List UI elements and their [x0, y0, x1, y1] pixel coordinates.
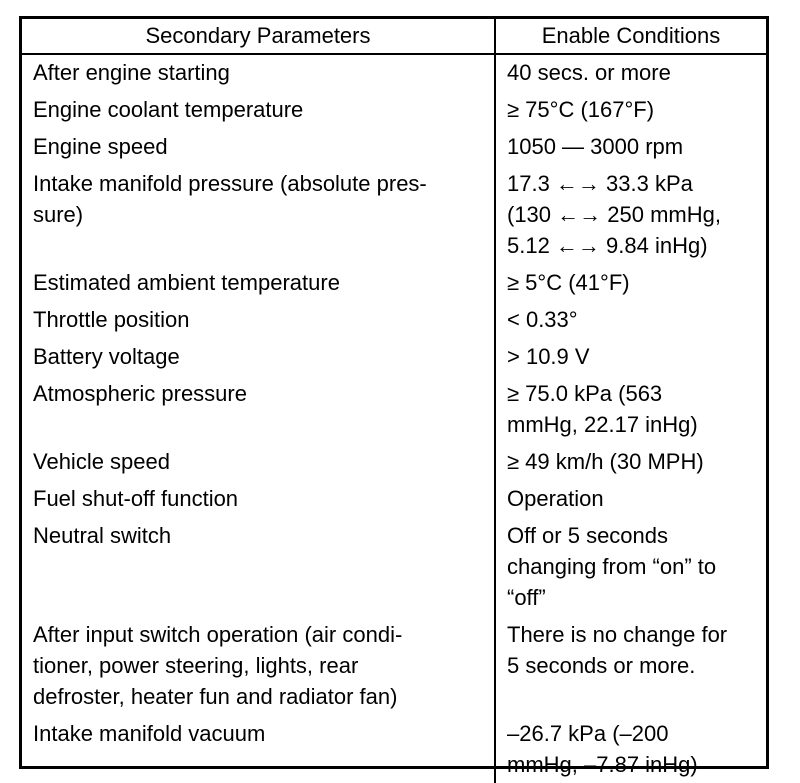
condition-cell: ≥ 5°C (41°F): [507, 270, 630, 295]
table-row: [22, 54, 766, 91]
parameter-cell: Engine coolant temperature: [22, 91, 495, 128]
condition-cell: Off or 5 seconds changing from “on” to “off”: [507, 523, 717, 610]
condition-cell: ≥ 49 km/h (30 MPH): [507, 449, 704, 474]
table-header-row: [22, 19, 766, 54]
parameter-cell: Vehicle speed: [22, 443, 495, 480]
table-row: [22, 517, 766, 616]
enable-conditions-table: [19, 16, 769, 777]
condition-cell: 1050 — 3000 rpm: [507, 134, 684, 159]
parameters-table: [22, 19, 766, 783]
parameter-cell: Battery voltage: [22, 338, 495, 375]
parameter-cell: Throttle position: [22, 301, 495, 338]
condition-cell: –26.7 kPa (–200 mmHg, –7.87 inHg): [507, 721, 698, 777]
header-secondary-parameters: Secondary Parameters: [22, 19, 495, 54]
condition-cell: ≥ 75°C (167°F): [507, 97, 655, 122]
condition-cell: There is no change for 5 seconds or more.: [507, 622, 728, 678]
table-row: [22, 715, 766, 783]
condition-cell: < 0.33°: [507, 307, 578, 332]
table-body: [22, 54, 766, 783]
table-row: [22, 91, 766, 128]
condition-cell: Operation: [507, 486, 604, 511]
table-row: [22, 338, 766, 375]
table-row: [22, 480, 766, 517]
parameter-cell: Atmospheric pressure: [22, 375, 495, 443]
parameter-cell: Estimated ambient temperature: [22, 264, 495, 301]
header-enable-conditions: Enable Conditions: [495, 19, 766, 54]
parameter-cell: Engine speed: [22, 128, 495, 165]
parameter-cell: Intake manifold vacuum: [22, 715, 495, 783]
parameter-cell: After input switch operation (air condi- tioner, power steering, lights, rear defroster, heater fun and radiator fan): [22, 616, 495, 715]
condition-cell: 40 secs. or more: [507, 60, 671, 85]
parameter-cell: Fuel shut-off function: [22, 480, 495, 517]
table-row: [22, 264, 766, 301]
table-row: [22, 616, 766, 715]
condition-cell: > 10.9 V: [507, 344, 590, 369]
table-row: [22, 375, 766, 443]
condition-cell: 17.3 ←→ 33.3 kPa (130 ←→ 250 mmHg, 5.12 ←→ 9.84 inHg): [507, 171, 721, 258]
table-row: [22, 165, 766, 264]
condition-cell: ≥ 75.0 kPa (563 mmHg, 22.17 inHg): [507, 381, 698, 437]
table-row: [22, 128, 766, 165]
parameter-cell: Neutral switch: [22, 517, 495, 616]
table-row: [22, 443, 766, 480]
parameter-cell: After engine starting: [22, 54, 495, 91]
table-row: [22, 301, 766, 338]
parameter-cell: Intake manifold pressure (absolute pres- sure): [22, 165, 495, 264]
